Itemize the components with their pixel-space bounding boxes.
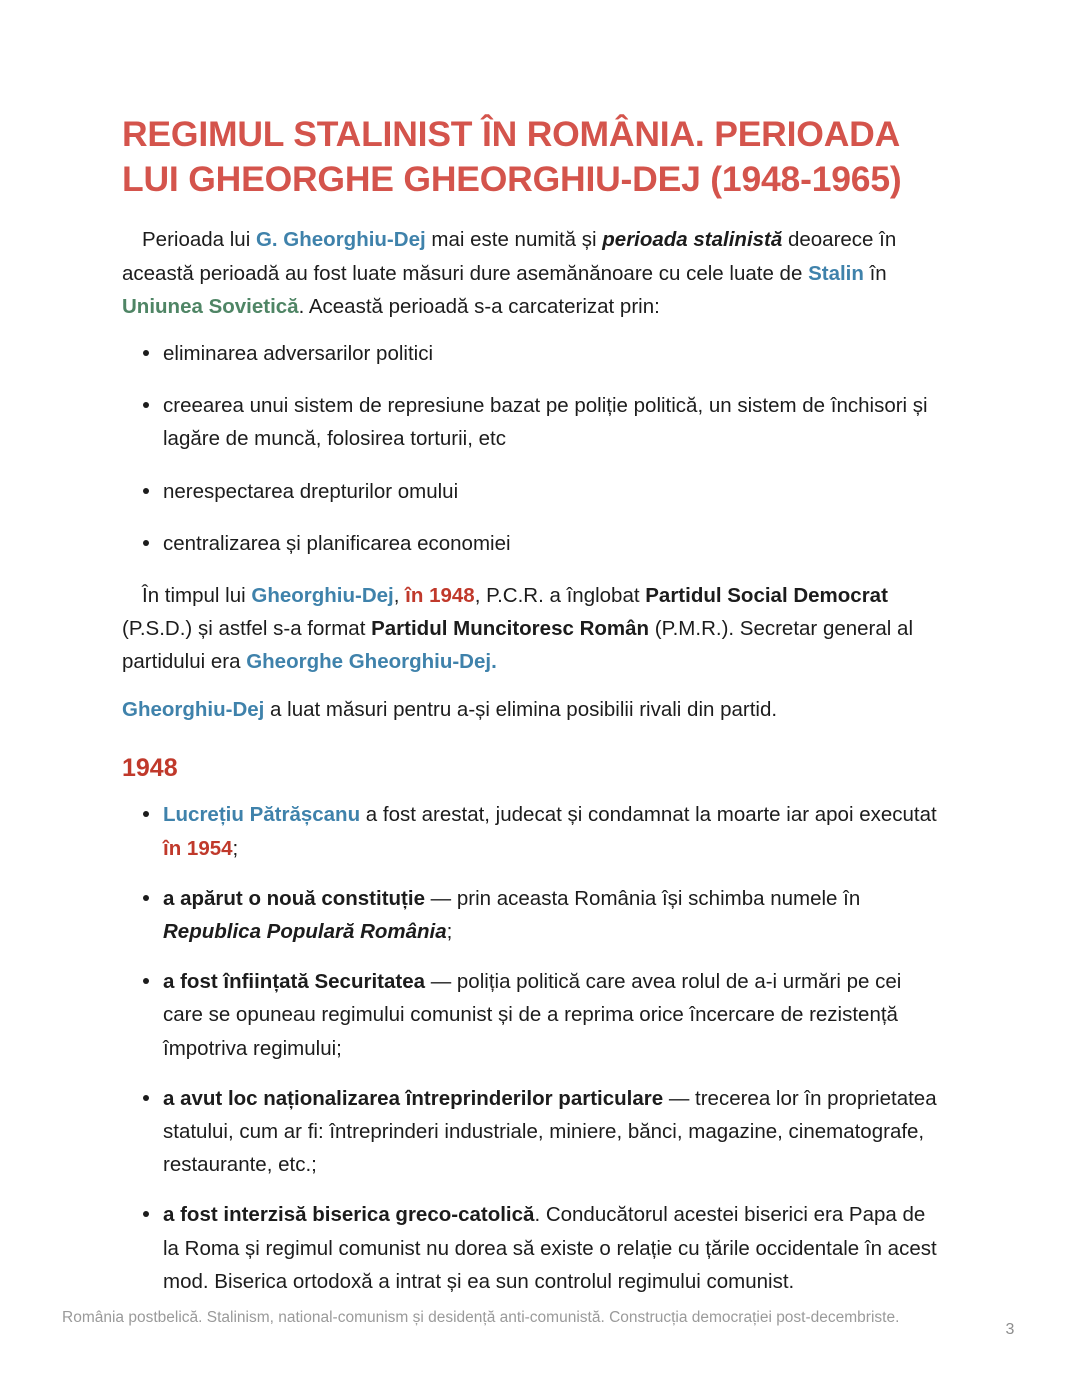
intro-text-4: în: [863, 261, 887, 285]
events-1948-list: [122, 798, 940, 1298]
intro-link-stalin: Stalin: [808, 261, 864, 285]
item-accent-in-1954: în 1954: [163, 836, 233, 860]
footer-note: România postbelică. Stalinism, national-comunism și desidență anti-comunistă. Construcția democrației post-decembriste.: [62, 1309, 900, 1326]
section-heading-1948: 1948: [122, 753, 178, 782]
page-content: [122, 112, 940, 1312]
pmr-link-secretary: Gheorghe Gheorghiu-Dej.: [246, 650, 497, 674]
rivals-link-gheorghiu-dej: Gheorghiu-Dej: [122, 697, 265, 721]
pmr-bold-psd: Partidul Social Democrat: [645, 584, 888, 608]
list-item: [122, 965, 940, 1065]
pmr-paragraph: [122, 579, 940, 679]
intro-text-3: deoarece în această perioadă au fost luate măsuri dure asemănănoare cu cele luate de: [122, 228, 897, 285]
item-accent-republica-populara: Republica Populară România: [163, 919, 447, 943]
list-item: [122, 882, 940, 948]
list-item: creearea unui sistem de represiune bazat pe poliție politică, un sistem de închisori și lagăre de muncă, folosirea torturii, etc: [122, 389, 940, 455]
list-item: centralizarea și planificarea economiei: [122, 527, 940, 560]
list-item: [122, 1082, 940, 1182]
pmr-accent-in-1948: în 1948: [405, 584, 475, 608]
item-text: — prin aceasta România își schimba numele în: [424, 886, 861, 910]
item-text: a fost arestat, judecat și condamnat la moarte iar apoi executat: [360, 803, 937, 827]
item-text-tail: ;: [446, 919, 453, 943]
pmr-text-2: ,: [393, 584, 406, 608]
item-lead-securitatea: a fost înființată Securitatea: [163, 970, 426, 994]
intro-text-2: mai este numită și: [425, 228, 603, 252]
list-item: eliminarea adversarilor politici: [122, 337, 940, 370]
page-number: 3: [1005, 1321, 1015, 1338]
features-list: [122, 337, 940, 560]
intro-emphasis-perioada-stalinista: perioada stalinistă: [602, 228, 783, 252]
intro-text-1: Perioada lui: [142, 228, 256, 252]
pmr-text-1: În timpul lui: [142, 584, 252, 608]
pmr-text-3: , P.C.R. a înglobat: [474, 584, 646, 608]
item-lead-constitutie: a apărut o nouă constituție: [163, 886, 425, 910]
item-text: . Conducătorul acestei biserici era Papa de la Roma și regimul comunist nu dorea să existe o relație cu țările occidentale în acest mod. Biserica ortodoxă a intrat și ea sun controlul regimului comunist.: [163, 1203, 937, 1293]
pmr-text-4: (P.S.D.) și astfel s-a format: [122, 617, 372, 641]
list-item: [122, 798, 940, 864]
item-text: — trecerea lor în proprietatea statului, cum ar fi: întreprinderi industriale, miniere, bănci, magazine, cinematografe, restaurante, etc.;: [163, 1086, 937, 1177]
intro-accent-uniunea-sovietica: Uniunea Sovietică: [122, 294, 299, 318]
pmr-bold-pmr: Partidul Muncitoresc Român: [371, 617, 650, 641]
item-lead-nationalizarea: a avut loc naționalizarea întreprinderilor particulare: [163, 1086, 664, 1110]
item-lead-lucretiu-patrascanu: Lucrețiu Pătrășcanu: [163, 803, 361, 827]
pmr-link-gheorghiu-dej: Gheorghiu-Dej: [251, 584, 394, 608]
page-footer: [0, 1307, 1080, 1359]
intro-paragraph: [122, 223, 940, 323]
rivals-paragraph: [122, 693, 940, 726]
intro-text-5: . Această perioadă s-a carcaterizat prin:: [298, 294, 660, 318]
list-item: nerespectarea drepturilor omului: [122, 475, 940, 508]
page-title: REGIMUL STALINIST ÎN ROMÂNIA. PERIOADA LUI GHEORGHE GHEORGHIU-DEJ (1948-1965): [122, 114, 902, 199]
item-text-tail: ;: [232, 836, 239, 860]
pmr-text-5: (P.M.R.). Secretar general al partidului era: [122, 617, 913, 674]
item-text: — poliția politică care avea rolul de a-i urmări pe cei care se opuneau regimului comunist și de a reprima orice încercare de rezistență împotriva regimului;: [163, 970, 902, 1060]
item-lead-biserica-greco-catolica: a fost interzisă biserica greco-catolică: [163, 1203, 535, 1227]
intro-link-gheorghiu-dej: G. Gheorghiu-Dej: [255, 228, 426, 252]
list-item: [122, 1198, 940, 1298]
rivals-text: a luat măsuri pentru a-și elimina posibilii rivali din partid.: [264, 697, 778, 721]
